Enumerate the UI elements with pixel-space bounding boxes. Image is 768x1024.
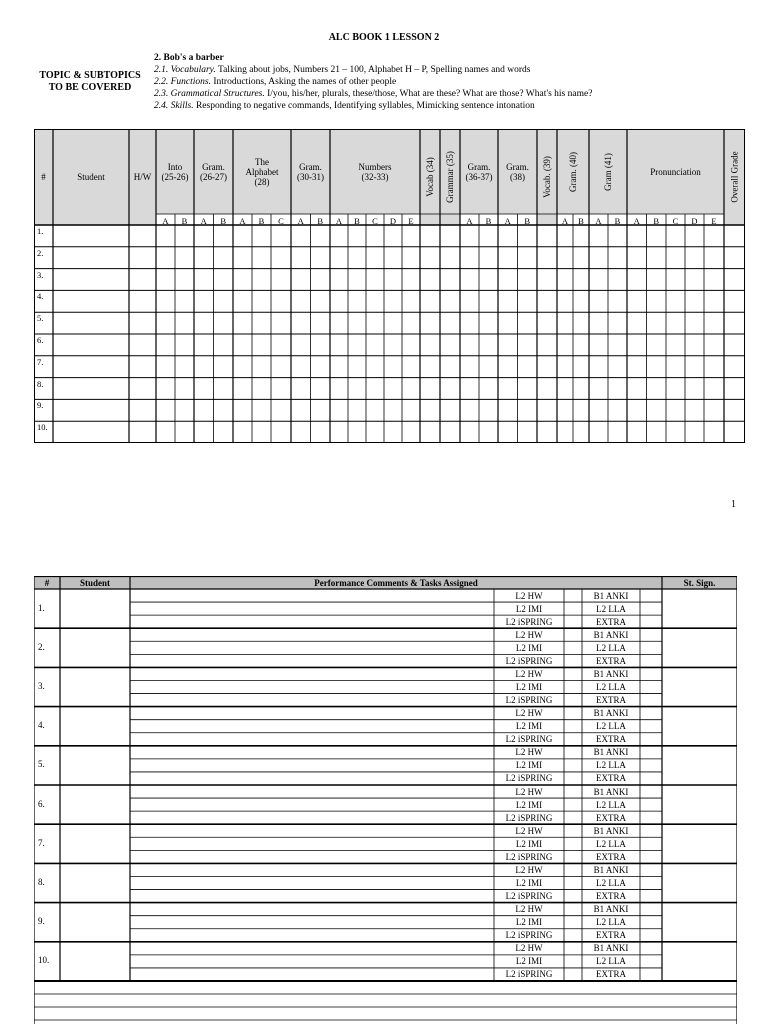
task-label-left: L2 iSPRING — [505, 930, 553, 941]
task-label-left: L2 IMI — [515, 956, 543, 967]
header-student: Student — [77, 172, 105, 182]
task-label-right: L2 LLA — [596, 642, 626, 653]
sub-column-label: A — [561, 215, 569, 226]
task-label-right: EXTRA — [596, 969, 626, 980]
task-label-right: B1 ANKI — [593, 590, 629, 601]
sub-column-label: B — [524, 215, 531, 226]
task-label-left: L2 iSPRING — [505, 695, 553, 706]
task-label-right: B1 ANKI — [593, 943, 629, 954]
task-label-left: L2 iSPRING — [505, 851, 553, 862]
comments-header-signature: St. Sign. — [683, 577, 716, 588]
row-number: 2. — [37, 247, 44, 258]
row-number: 7. — [37, 356, 44, 367]
sub-column-label: E — [408, 215, 414, 226]
sub-column-label: B — [181, 215, 188, 226]
header-pronunciation: Pronunciation — [650, 166, 701, 177]
task-label-left: L2 iSPRING — [505, 891, 553, 902]
sub-column-label: B — [258, 215, 265, 226]
header-vocab-34: Vocab (34) — [425, 157, 436, 197]
task-label-right: B1 ANKI — [593, 864, 629, 875]
header-gram-40: Gram. (40) — [568, 151, 578, 192]
row-number: 4. — [37, 291, 44, 302]
task-label-left: L2 HW — [515, 668, 543, 679]
task-label-right: EXTRA — [596, 616, 626, 627]
sub-column-label: B — [354, 215, 360, 226]
task-label-right: EXTRA — [596, 655, 626, 666]
task-label-right: L2 LLA — [596, 917, 626, 928]
sub-column-label: B — [220, 215, 227, 226]
grade-table — [34, 129, 745, 443]
task-label-left: L2 IMI — [515, 917, 543, 928]
task-label-right: EXTRA — [596, 891, 626, 902]
task-label-right: L2 LLA — [596, 721, 626, 732]
task-label-left: L2 iSPRING — [505, 734, 553, 745]
task-label-left: L2 iSPRING — [505, 655, 553, 666]
task-label-right: L2 LLA — [596, 838, 626, 849]
sub-column-label: C — [372, 215, 378, 226]
comments-header-num: # — [44, 577, 50, 588]
row-number: 3. — [37, 269, 44, 280]
task-label-left: L2 HW — [515, 943, 543, 954]
task-label-right: B1 ANKI — [593, 629, 629, 640]
task-label-right: L2 LLA — [596, 603, 626, 614]
row-number: 10. — [37, 422, 48, 433]
lesson-line-skills: 2.4. Skills. Responding to negative commands, Identifying syllables, Mimicking sentence intonation — [154, 101, 535, 111]
topic-label-line2: TO BE COVERED — [48, 82, 132, 93]
sub-column-label: E — [711, 215, 717, 226]
row-number: 8. — [37, 378, 44, 389]
task-label-right: L2 LLA — [596, 799, 626, 810]
task-label-right: B1 ANKI — [593, 825, 629, 836]
task-label-right: L2 LLA — [596, 877, 626, 888]
lesson-title: 2. Bob's a barber — [154, 53, 224, 63]
sub-column-label: A — [162, 215, 169, 226]
row-number: 5. — [37, 313, 44, 324]
sub-column-label: C — [278, 215, 284, 226]
task-label-right: L2 LLA — [596, 956, 626, 967]
sub-column-label: B — [653, 215, 660, 226]
header-numbers: Numbers (32-33) — [358, 161, 392, 182]
row-number: 1. — [37, 226, 44, 236]
topic-label-line1: TOPIC & SUBTOPICS — [39, 70, 141, 81]
task-label-right: L2 LLA — [596, 681, 626, 692]
task-label-right: EXTRA — [596, 734, 626, 745]
task-label-left: L2 HW — [515, 825, 543, 836]
comments-header-performance: Performance Comments & Tasks Assigned — [314, 577, 478, 588]
row-number: 9. — [37, 400, 44, 411]
task-label-right: B1 ANKI — [593, 668, 629, 679]
task-label-right: B1 ANKI — [593, 786, 629, 797]
task-label-right: B1 ANKI — [593, 747, 629, 758]
lesson-line-vocabulary: 2.1. Vocabulary. Talking about jobs, Numbers 21 – 100, Alphabet H – P, Spelling names and words — [154, 65, 531, 75]
page-number: 1 — [731, 499, 736, 510]
sub-column-label: A — [504, 215, 511, 226]
comments-header-student: Student — [79, 577, 110, 588]
sub-column-label: A — [335, 215, 343, 226]
header-alphabet: The Alphabet (28) — [245, 156, 279, 187]
task-label-right: B1 ANKI — [593, 904, 629, 915]
sub-column-label: A — [297, 215, 304, 226]
header-gram-36-37: Gram. (36-37) — [465, 161, 493, 182]
sub-column-label: A — [633, 215, 640, 226]
sub-column-label: A — [595, 215, 602, 226]
header-num: # — [41, 172, 46, 182]
header-gram-38: Gram. (38) — [506, 161, 529, 182]
header-intro: Into (25-26) — [161, 161, 189, 182]
task-label-left: L2 IMI — [515, 838, 543, 849]
task-label-right: EXTRA — [596, 851, 626, 862]
task-label-left: L2 iSPRING — [505, 812, 553, 823]
task-label-left: L2 HW — [515, 629, 543, 640]
document-title: ALC BOOK 1 LESSON 2 — [328, 32, 440, 43]
row-number: 6. — [37, 335, 44, 345]
task-label-left: L2 iSPRING — [505, 969, 553, 980]
task-label-left: L2 HW — [515, 708, 543, 719]
task-label-right: EXTRA — [596, 812, 626, 823]
header-gram-41: Gram (41) — [603, 152, 613, 191]
sub-column-label: D — [691, 215, 698, 226]
topic-label — [34, 70, 146, 94]
sub-column-label: B — [614, 215, 621, 226]
sub-column-label: A — [239, 215, 246, 226]
task-label-left: L2 IMI — [515, 603, 543, 614]
comments-table — [34, 576, 737, 1024]
task-label-left: L2 IMI — [515, 642, 543, 653]
task-label-right: EXTRA — [596, 695, 626, 706]
task-label-left: L2 IMI — [515, 877, 543, 888]
task-label-right: L2 LLA — [596, 760, 626, 771]
header-gram-30-31: Gram. (30-31) — [297, 161, 324, 182]
task-label-left: L2 iSPRING — [505, 773, 553, 784]
header-hw: H/W — [133, 172, 152, 182]
sub-column-label: B — [317, 215, 324, 226]
task-label-left: L2 HW — [515, 747, 543, 758]
comment-row-number: 8. — [38, 877, 45, 887]
sub-column-label: D — [389, 215, 397, 226]
lesson-line-functions: 2.2. Functions. Introductions, Asking the names of other people — [154, 77, 397, 87]
sub-column-label: A — [200, 215, 207, 226]
sub-column-label: B — [578, 215, 584, 226]
lesson-topics — [154, 52, 592, 112]
comment-row-number: 10. — [38, 955, 50, 966]
lesson-line-structures: 2.3. Grammatical Structures. I/you, his/her, plurals, these/those, What are these? What are those? What's his name? — [154, 89, 593, 99]
comment-row-number: 6. — [38, 798, 45, 809]
comment-row-number: 1. — [38, 602, 45, 613]
comment-row-number: 4. — [38, 720, 45, 731]
task-label-left: L2 HW — [515, 590, 543, 601]
task-label-left: L2 HW — [515, 786, 543, 797]
task-label-right: B1 ANKI — [593, 708, 629, 719]
comment-row-number: 2. — [38, 641, 45, 652]
comment-row-number: 9. — [38, 916, 45, 927]
task-label-right: EXTRA — [596, 773, 626, 784]
sub-column-label: B — [485, 215, 492, 226]
comment-row-number: 5. — [38, 759, 45, 770]
header-gram-26-27: Gram. (26-27) — [200, 161, 227, 182]
comment-row-number: 3. — [38, 681, 45, 691]
sub-column-label: C — [672, 215, 679, 226]
task-label-left: L2 HW — [515, 904, 543, 915]
task-label-left: L2 IMI — [515, 721, 543, 732]
comment-row-number: 7. — [38, 837, 45, 848]
task-label-left: L2 IMI — [515, 681, 543, 692]
sub-column-label: A — [466, 215, 473, 226]
task-label-left: L2 iSPRING — [505, 616, 553, 627]
task-label-left: L2 IMI — [515, 799, 543, 810]
task-label-right: EXTRA — [596, 930, 626, 941]
header-vocab-39: Vocab. (39) — [542, 156, 553, 198]
task-label-left: L2 HW — [515, 864, 543, 875]
header-overall-grade: Overall Grade — [729, 151, 740, 203]
header-grammar-35: Grammar (35) — [445, 151, 456, 203]
task-label-left: L2 IMI — [515, 760, 543, 771]
